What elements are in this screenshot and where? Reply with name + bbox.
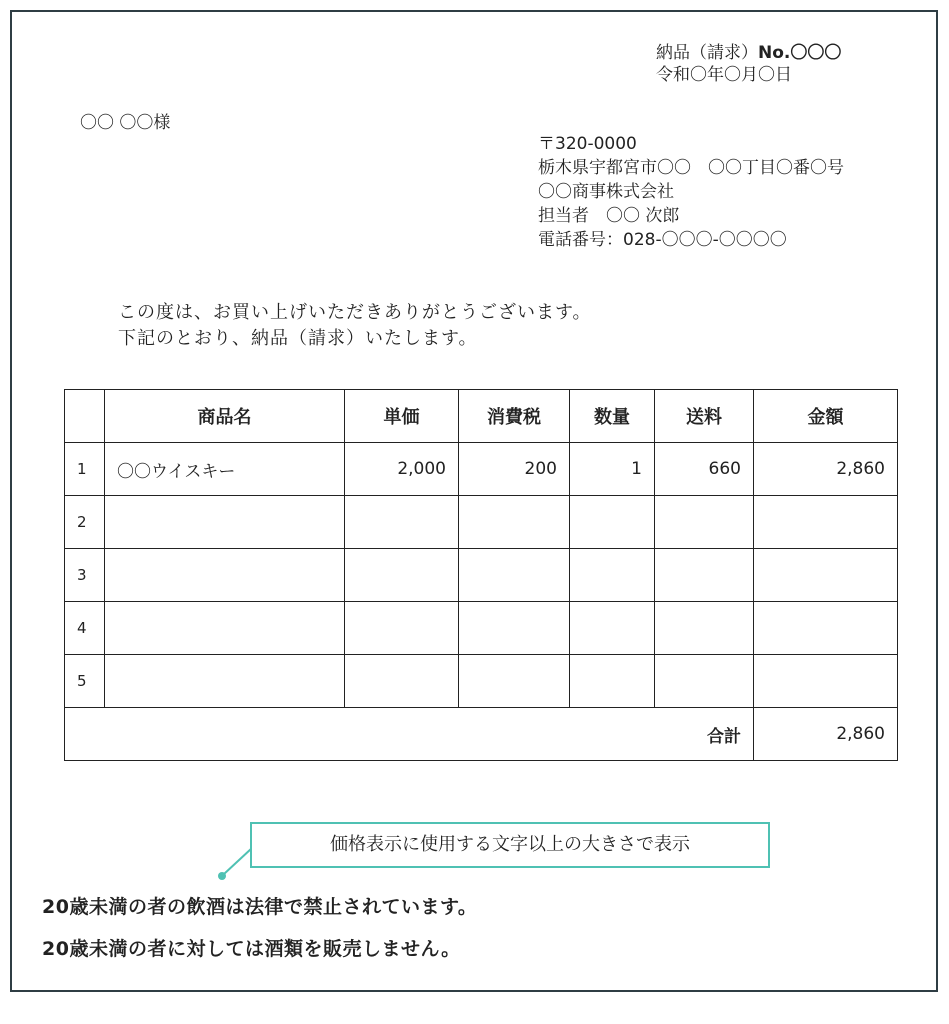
cell-quantity: 1 [570,443,655,496]
document-number-value: No.〇〇〇 [758,43,842,63]
row-index: 5 [65,655,105,708]
cell-amount: 2,860 [754,443,898,496]
cell-tax: 200 [459,443,570,496]
cell-unit-price: 2,000 [345,443,459,496]
row-index: 3 [65,549,105,602]
row-index: 1 [65,443,105,496]
document-date: 令和〇年〇月〇日 [656,65,792,85]
header-shipping: 送料 [655,390,754,443]
row-index: 4 [65,602,105,655]
sender-postal: 〒320-0000 [538,134,637,154]
total-value: 2,860 [754,708,898,761]
sender-address: 栃木県宇都宮市〇〇 〇〇丁目〇番〇号 [538,158,844,178]
cell-product: 〇〇ウイスキー [105,443,345,496]
header-unit-price: 単価 [345,390,459,443]
sender-contact: 担当者 〇〇 次郎 [538,206,680,226]
row-index: 2 [65,496,105,549]
header-tax: 消費税 [459,390,570,443]
document-number-label: 納品（請求） [656,43,758,63]
greeting-line-1: この度は、お買い上げいただきありがとうございます。 [118,302,592,323]
warning-line-1: 20歳未満の者の飲酒は法律で禁止されています。 [42,896,478,918]
total-label: 合計 [65,708,754,761]
callout-box: 価格表示に使用する文字以上の大きさで表示 [250,822,770,868]
greeting-line-2: 下記のとおり、納品（請求）いたします。 [118,328,478,349]
sender-phone: 電話番号：028-〇〇〇-〇〇〇〇 [538,230,787,250]
sender-company: 〇〇商事株式会社 [538,182,674,202]
header-amount: 金額 [754,390,898,443]
cell-shipping: 660 [655,443,754,496]
header-product: 商品名 [105,390,345,443]
header-quantity: 数量 [570,390,655,443]
warning-line-2: 20歳未満の者に対しては酒類を販売しません。 [42,938,461,960]
addressee: 〇〇 〇〇様 [80,113,171,133]
